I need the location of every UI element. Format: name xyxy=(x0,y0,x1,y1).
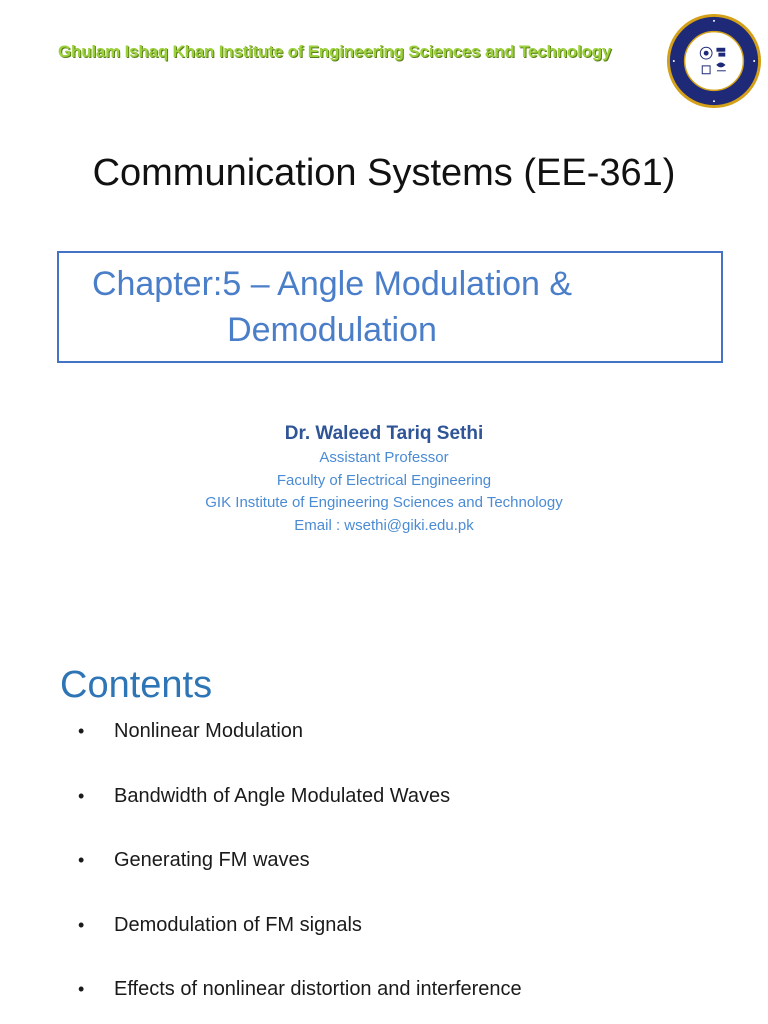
author-email: Email : wsethi@giki.edu.pk xyxy=(294,516,474,534)
chapter-title-line-2: Demodulation xyxy=(227,311,437,349)
author-position: Assistant Professor xyxy=(319,449,449,466)
author-institute: GIK Institute of Engineering Sciences and Technology xyxy=(205,494,563,511)
institute-seal-icon xyxy=(665,12,763,110)
list-item xyxy=(78,906,522,971)
list-item-label: Effects of nonlinear distortion and interference xyxy=(114,978,522,1000)
bullet-icon: • xyxy=(78,979,85,999)
author-block xyxy=(0,421,768,537)
list-item xyxy=(78,841,522,906)
chapter-title-line-1: Chapter:5 – Angle Modulation & xyxy=(91,265,573,303)
list-item xyxy=(78,712,522,777)
bullet-icon: • xyxy=(78,721,85,741)
author-faculty: Faculty of Electrical Engineering xyxy=(276,471,492,489)
institute-name: Ghulam Ishaq Khan Institute of Engineering Sciences and Technology xyxy=(58,42,612,61)
author-name: Dr. Waleed Tariq Sethi xyxy=(284,423,484,444)
bullet-icon: • xyxy=(78,850,85,870)
list-item xyxy=(78,777,522,842)
chapter-title-box xyxy=(57,251,723,363)
list-item-label: Demodulation of FM signals xyxy=(114,913,362,936)
contents-list xyxy=(78,712,522,1024)
contents-title: Contents xyxy=(60,664,213,706)
list-item xyxy=(78,970,522,1024)
list-item-label: Generating FM waves xyxy=(114,849,310,871)
list-item-label: Bandwidth of Angle Modulated Waves xyxy=(114,784,451,807)
bullet-icon: • xyxy=(78,785,85,806)
bullet-icon: • xyxy=(78,914,85,935)
list-item-label: Nonlinear Modulation xyxy=(114,720,304,742)
course-title: Communication Systems (EE-361) xyxy=(92,152,676,194)
